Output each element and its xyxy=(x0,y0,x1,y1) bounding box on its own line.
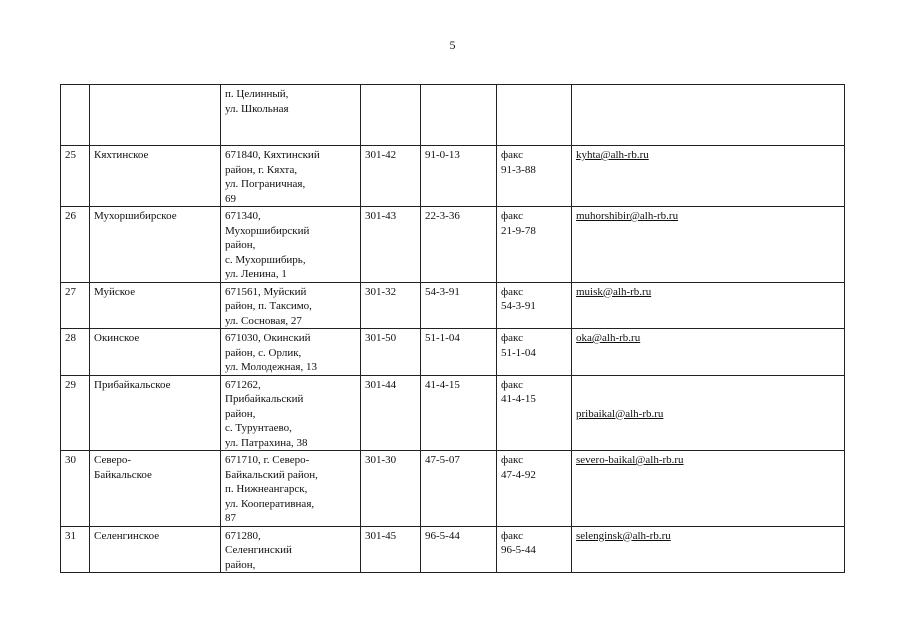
cell-email xyxy=(572,329,845,376)
cell-code: 301-30 xyxy=(361,451,421,527)
cell-name: Муйское xyxy=(90,282,221,329)
cell-fax: факс 21-9-78 xyxy=(497,207,572,283)
table-row xyxy=(61,375,845,451)
cell-address: 671840, Кяхтинский район, г. Кяхта, ул. Пограничная, 69 xyxy=(221,146,361,207)
cell-name: Прибайкальское xyxy=(90,375,221,451)
email-link[interactable]: muhorshibir@alh-rb.ru xyxy=(576,210,679,222)
cell-fax: факс 51-1-04 xyxy=(497,329,572,376)
cell-phone: 47-5-07 xyxy=(421,451,497,527)
cell-name: Северо- Байкальское xyxy=(90,451,221,527)
email-link[interactable]: selenginsk@alh-rb.ru xyxy=(576,529,671,542)
cell-code: 301-32 xyxy=(361,282,421,329)
cell-num: 30 xyxy=(61,451,90,527)
table-row xyxy=(61,526,845,573)
cell-address: 671262, Прибайкальский район, с. Турунтаево, ул. Патрахина, 38 xyxy=(221,375,361,451)
cell-num: 29 xyxy=(61,375,90,451)
cell-code: 301-45 xyxy=(361,526,421,573)
cell-phone: 51-1-04 xyxy=(421,329,497,376)
cell-address: 671561, Муйский район, п. Таксимо, ул. Сосновая, 27 xyxy=(221,282,361,329)
email-link[interactable]: pribaikal@alh-rb.ru xyxy=(576,407,664,420)
cell-address: 671280, Селенгинский район, xyxy=(221,526,361,573)
cell-code: 301-43 xyxy=(361,207,421,283)
cell-num: 27 xyxy=(61,282,90,329)
cell-code: 301-42 xyxy=(361,146,421,207)
cell-num: 26 xyxy=(61,207,90,283)
table-row xyxy=(61,282,845,329)
cell-email xyxy=(572,375,845,451)
cell-email xyxy=(572,85,845,146)
cell-address: п. Целинный, ул. Школьная xyxy=(221,85,361,146)
cell-fax: факс 54-3-91 xyxy=(497,282,572,329)
cell-fax: факс 96-5-44 xyxy=(497,526,572,573)
cell-address: 671030, Окинский район, с. Орлик, ул. Молодежная, 13 xyxy=(221,329,361,376)
table-row-continuation xyxy=(61,85,845,146)
cell-code xyxy=(361,85,421,146)
table-row xyxy=(61,329,845,376)
cell-phone: 54-3-91 xyxy=(421,282,497,329)
cell-phone: 41-4-15 xyxy=(421,375,497,451)
cell-email xyxy=(572,207,845,283)
cell-name: Селенгинское xyxy=(90,526,221,573)
cell-num xyxy=(61,85,90,146)
cell-fax: факс 41-4-15 xyxy=(497,375,572,451)
cell-num: 31 xyxy=(61,526,90,573)
cell-fax xyxy=(497,85,572,146)
cell-phone xyxy=(421,85,497,146)
cell-fax: факс 47-4-92 xyxy=(497,451,572,527)
email-link[interactable]: muisk@alh-rb.ru xyxy=(576,285,652,298)
cell-email xyxy=(572,282,845,329)
cell-email xyxy=(572,451,845,527)
cell-code: 301-44 xyxy=(361,375,421,451)
cell-name xyxy=(90,85,221,146)
table-row xyxy=(61,146,845,207)
cell-name: Мухоршибирское xyxy=(90,207,221,283)
cell-address: 671710, г. Северо- Байкальский район, п. Нижнеангарск, ул. Кооперативная, 87 xyxy=(221,451,361,527)
cell-code: 301-50 xyxy=(361,329,421,376)
cell-phone: 91-0-13 xyxy=(421,146,497,207)
cell-email xyxy=(572,526,845,573)
cell-phone: 22-3-36 xyxy=(421,207,497,283)
email-link[interactable]: oka@alh-rb.ru xyxy=(576,332,641,344)
cell-name: Окинское xyxy=(90,329,221,376)
cell-num: 25 xyxy=(61,146,90,207)
cell-phone: 96-5-44 xyxy=(421,526,497,573)
cell-email xyxy=(572,146,845,207)
cell-name: Кяхтинское xyxy=(90,146,221,207)
cell-num: 28 xyxy=(61,329,90,376)
cell-fax: факс 91-3-88 xyxy=(497,146,572,207)
page-number: 5 xyxy=(449,38,456,52)
email-link[interactable]: severo-baikal@alh-rb.ru xyxy=(576,454,684,466)
directory-table xyxy=(60,84,845,573)
table-row xyxy=(61,451,845,527)
email-link[interactable]: kyhta@alh-rb.ru xyxy=(576,149,649,161)
cell-address: 671340, Мухоршибирский район, с. Мухоршибирь, ул. Ленина, 1 xyxy=(221,207,361,283)
table-row xyxy=(61,207,845,283)
